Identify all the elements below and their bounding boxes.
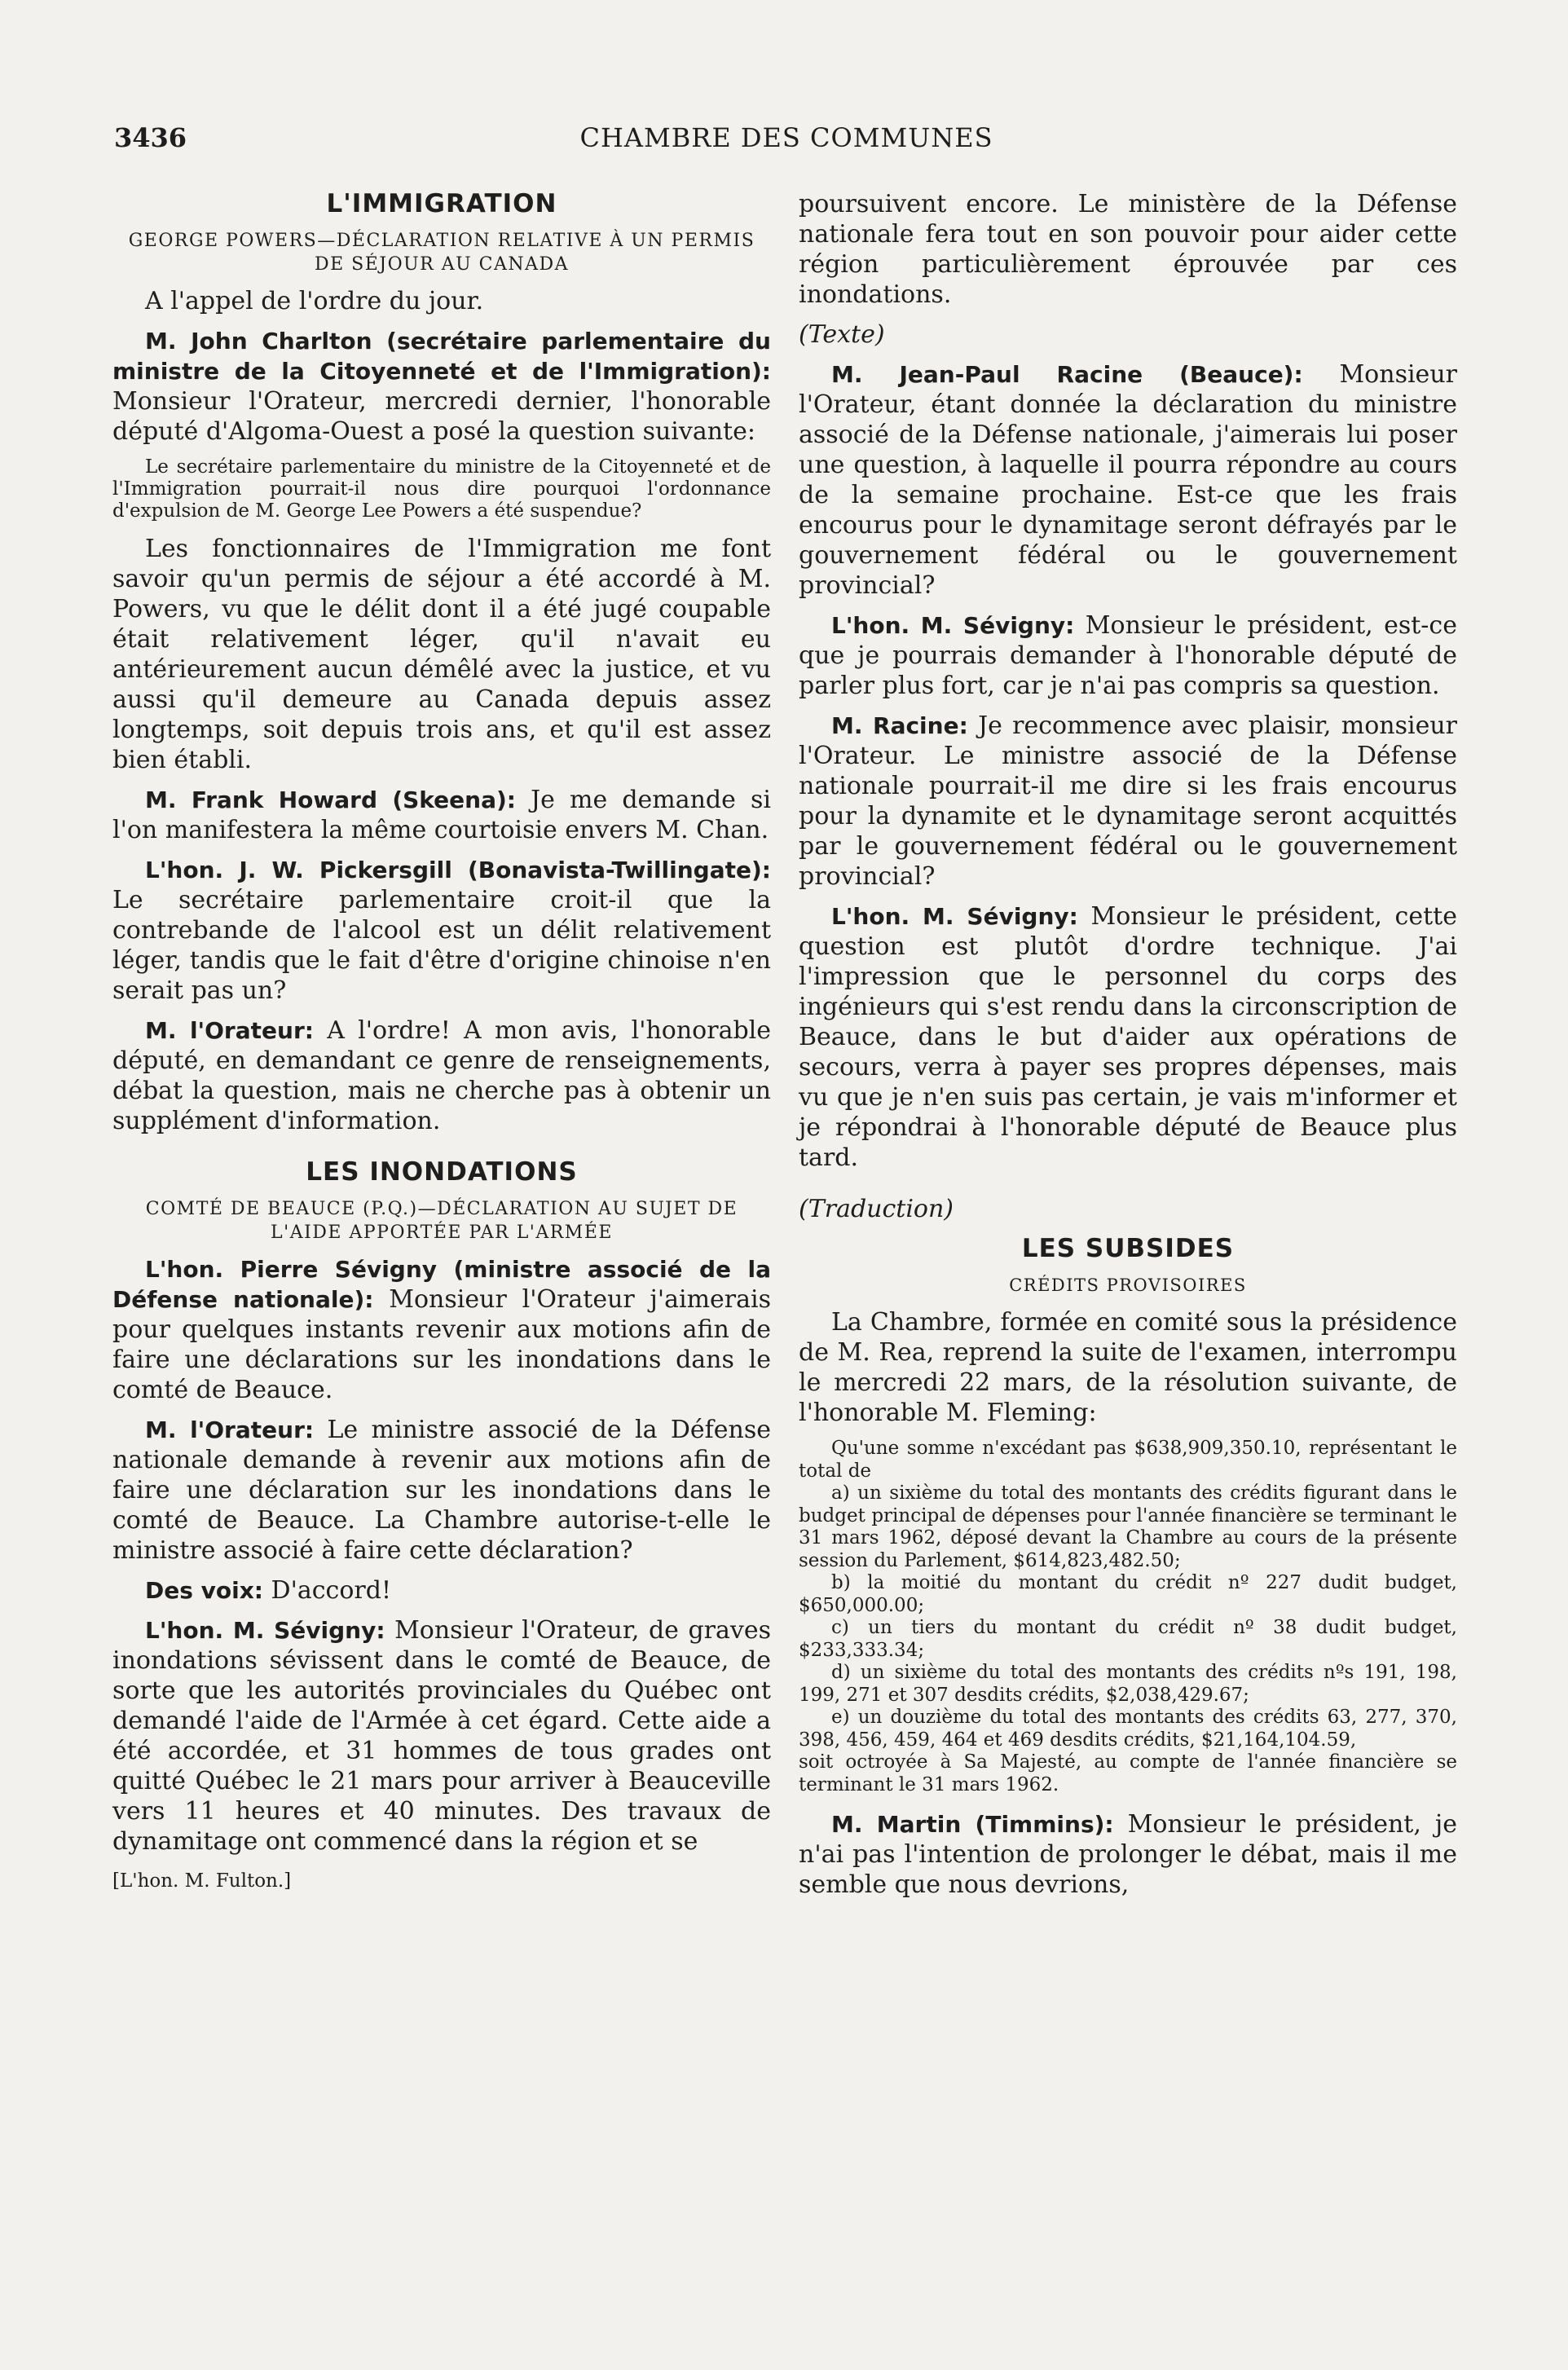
speech-text: Monsieur le président, cette question est plutôt d'ordre technique. J'ai l'impression que le personnel du corps des ingénieurs qui s'est rendu dans la circonscription de Beauce, dans le but d'aider aux opérations de secours, verra à payer ses propres dépenses, mais vu que je n'en suis pas certain, je vais m'informer et je répondrai à l'honorable député de Beauce plus tard. bbox=[799, 902, 1457, 1172]
speaker-name: M. l'Orateur: bbox=[145, 1017, 314, 1044]
subheading-powers: GEORGE POWERS—DÉCLARATION RELATIVE À UN PERMIS DE SÉJOUR AU CANADA bbox=[128, 231, 755, 275]
speech-text: Monsieur l'Orateur, mercredi dernier, l'honorable député d'Algoma-Ouest a posé la question suivante: bbox=[112, 387, 771, 446]
left-column bbox=[112, 189, 771, 1906]
paragraph bbox=[799, 610, 1457, 701]
speaker-name: L'hon. Pierre Sévigny (ministre associé de la Défense nationale): bbox=[112, 1256, 771, 1313]
speaker-name: M. Racine: bbox=[831, 712, 968, 739]
language-tag: (Texte) bbox=[799, 320, 885, 349]
paragraph bbox=[799, 1809, 1457, 1900]
right-column bbox=[799, 189, 1457, 1910]
speech-text: Monsieur le président, est-ce que je pourrais demander à l'honorable député de parler plus fort, car je n'ai pas compris sa question. bbox=[799, 611, 1457, 700]
subheading-beauce: COMTÉ DE BEAUCE (P.Q.)—DÉCLARATION AU SUJET DE L'AIDE APPORTÉE PAR L'ARMÉE bbox=[145, 1199, 738, 1243]
resolution-item-d: d) un sixième du total des montants des crédits nºs 191, 198, 199, 271 et 307 desdits crédits, $2,038,429.67; bbox=[799, 1662, 1457, 1706]
language-tag: (Traduction) bbox=[799, 1195, 954, 1223]
speaker-name: M. John Charlton (secrétaire parlementaire du ministre de la Citoyenneté et de l'Immigration): bbox=[112, 328, 771, 385]
resolution-item-a: a) un sixième du total des montants des crédits figurant dans le budget principal de dépenses pour l'année financière se terminant le 31 mars 1962, déposé devant la Chambre au cours de la présente session du Parlement, $614,823,482.50; bbox=[799, 1482, 1457, 1571]
paragraph bbox=[799, 359, 1457, 601]
speaker-name: L'hon. M. Sévigny: bbox=[145, 1617, 385, 1644]
resolution-item-b: b) la moitié du montant du crédit nº 227 dudit budget, $650,000.00; bbox=[799, 1572, 1457, 1616]
speech-text: Monsieur l'Orateur, étant donnée la déclaration du ministre associé de la Défense nationale, j'aimerais lui poser une question, à laquelle il pourra répondre au cours de la semaine prochaine. Est-ce que les frais encourus pour le dynamitage seront défrayés par le gouvernement fédéral ou le gouvernement provincial? bbox=[799, 360, 1457, 600]
resolution-end: soit octroyée à Sa Majesté, au compte de l'année financière se terminant le 31 mars 1962. bbox=[799, 1751, 1457, 1795]
speech-text: D'accord! bbox=[271, 1576, 391, 1605]
speaker-name: M. l'Orateur: bbox=[145, 1416, 315, 1443]
speech-text: Le secrétaire parlementaire croit-il que la contrebande de l'alcool est un délit relativement léger, tandis que le fait d'être d'origine chinoise n'en serait pas un? bbox=[112, 886, 771, 1005]
paragraph bbox=[112, 855, 771, 1006]
speech-text: Monsieur l'Orateur j'aimerais pour quelques instants revenir aux motions afin de faire une déclarations sur les inondations dans le comté de Beauce. bbox=[112, 1285, 771, 1404]
paragraph: La Chambre, formée en comité sous la présidence de M. Rea, reprend la suite de l'examen, interrompu le mercredi 22 mars, de la résolution suivante, de l'honorable M. Fleming: bbox=[799, 1308, 1457, 1427]
speech-text: Je recommence avec plaisir, monsieur l'Orateur. Le ministre associé de la Défense nationale pourrait-il me dire si les frais encourus pour la dynamite et le dynamitage seront acquittés par le gouvernement fédéral ou le gouvernement provincial? bbox=[799, 711, 1457, 891]
speaker-name: M. Jean-Paul Racine (Beauce): bbox=[831, 361, 1303, 388]
resolution-intro: Qu'une somme n'excédant pas $638,909,350.10, représentant le total de bbox=[799, 1438, 1457, 1482]
quoted-question bbox=[112, 456, 771, 522]
paragraph: poursuivent encore. Le ministère de la Défense nationale fera tout en son pouvoir pour aider cette région particulièrement éprouvée par ces inondations. bbox=[799, 190, 1457, 309]
speech-text: Je me demande si l'on manifestera la même courtoisie envers M. Chan. bbox=[112, 786, 771, 844]
resolution-item-c: c) un tiers du montant du crédit nº 38 dudit budget, $233,333.34; bbox=[799, 1617, 1457, 1661]
paragraph bbox=[799, 901, 1457, 1173]
resolution-item-e: e) un douzième du total des montants des crédits 63, 277, 370, 398, 456, 459, 464 et 469 desdits crédits, $21,164,104.59, bbox=[799, 1707, 1457, 1751]
paragraph bbox=[799, 711, 1457, 892]
speaker-name: L'hon. M. Sévigny: bbox=[831, 903, 1078, 930]
quote-text: Le secrétaire parlementaire du ministre de la Citoyenneté et de l'Immigration pourrait-il nous dire pourquoi l'ordonnance d'expulsion de M. George Lee Powers a été suspendue? bbox=[112, 456, 771, 522]
section-heading-immigration: L'IMMIGRATION bbox=[326, 189, 557, 218]
section-heading-supply: LES SUBSIDES bbox=[1021, 1234, 1235, 1263]
section-heading-floods: LES INONDATIONS bbox=[306, 1157, 578, 1187]
running-title: CHAMBRE DES COMMUNES bbox=[579, 122, 993, 153]
paragraph bbox=[112, 1615, 771, 1857]
paragraph bbox=[112, 1015, 771, 1136]
speaker-name: Des voix: bbox=[145, 1577, 263, 1604]
speech-text: A l'ordre! A mon avis, l'honorable député, en demandant ce genre de renseignements, débat la question, mais ne cherche pas à obtenir un supplément d'information. bbox=[112, 1016, 772, 1135]
resolution-text bbox=[799, 1438, 1457, 1796]
paragraph bbox=[112, 785, 771, 845]
paragraph bbox=[112, 1254, 771, 1405]
speaker-name: L'hon. M. Sévigny: bbox=[831, 612, 1075, 639]
paragraph bbox=[112, 326, 771, 447]
paragraph bbox=[112, 1575, 771, 1606]
speaker-name: M. Frank Howard (Skeena): bbox=[145, 786, 516, 813]
speech-text: Monsieur l'Orateur, de graves inondations sévissent dans le comté de Beauce, de sorte que les autorités provinciales du Québec ont demandé l'aide de l'Armée à cet égard. Cette aide a été accordée, et 31 hommes de tous grades ont quitté Québec le 21 mars pour arriver à Beauceville vers 11 heures et 40 minutes. Des travaux de dynamitage ont commencé dans la région et se bbox=[112, 1616, 771, 1856]
page-footer-attribution: [L'hon. M. Fulton.] bbox=[112, 1870, 292, 1892]
paragraph bbox=[112, 1415, 771, 1566]
speaker-name: L'hon. J. W. Pickersgill (Bonavista-Twillingate): bbox=[145, 857, 771, 883]
page-number: 3436 bbox=[114, 122, 187, 153]
page-header bbox=[114, 122, 1459, 163]
speech-text: Monsieur le président, je n'ai pas l'intention de prolonger le débat, mais il me semble que nous devrions, bbox=[799, 1810, 1457, 1899]
speech-text: Le ministre associé de la Défense nationale demande à revenir aux motions afin de faire une déclaration sur les inondations dans le comté de Beauce. La Chambre autorise-t-elle le ministre associé à faire cette déclaration? bbox=[112, 1416, 771, 1565]
paragraph: Les fonctionnaires de l'Immigration me font savoir qu'un permis de séjour a été accordé à M. Powers, vu que le délit dont il a été jugé coupable était relativement léger, qu'il n'avait eu antérieurement aucun démêlé avec la justice, et vu aussi qu'il demeure au Canada depuis assez longtemps, soit depuis trois ans, et qu'il est assez bien établi. bbox=[112, 535, 771, 774]
paragraph: A l'appel de l'ordre du jour. bbox=[145, 287, 484, 315]
subheading-interim-supply: CRÉDITS PROVISOIRES bbox=[1009, 1275, 1247, 1295]
speaker-name: M. Martin (Timmins): bbox=[831, 1811, 1114, 1838]
